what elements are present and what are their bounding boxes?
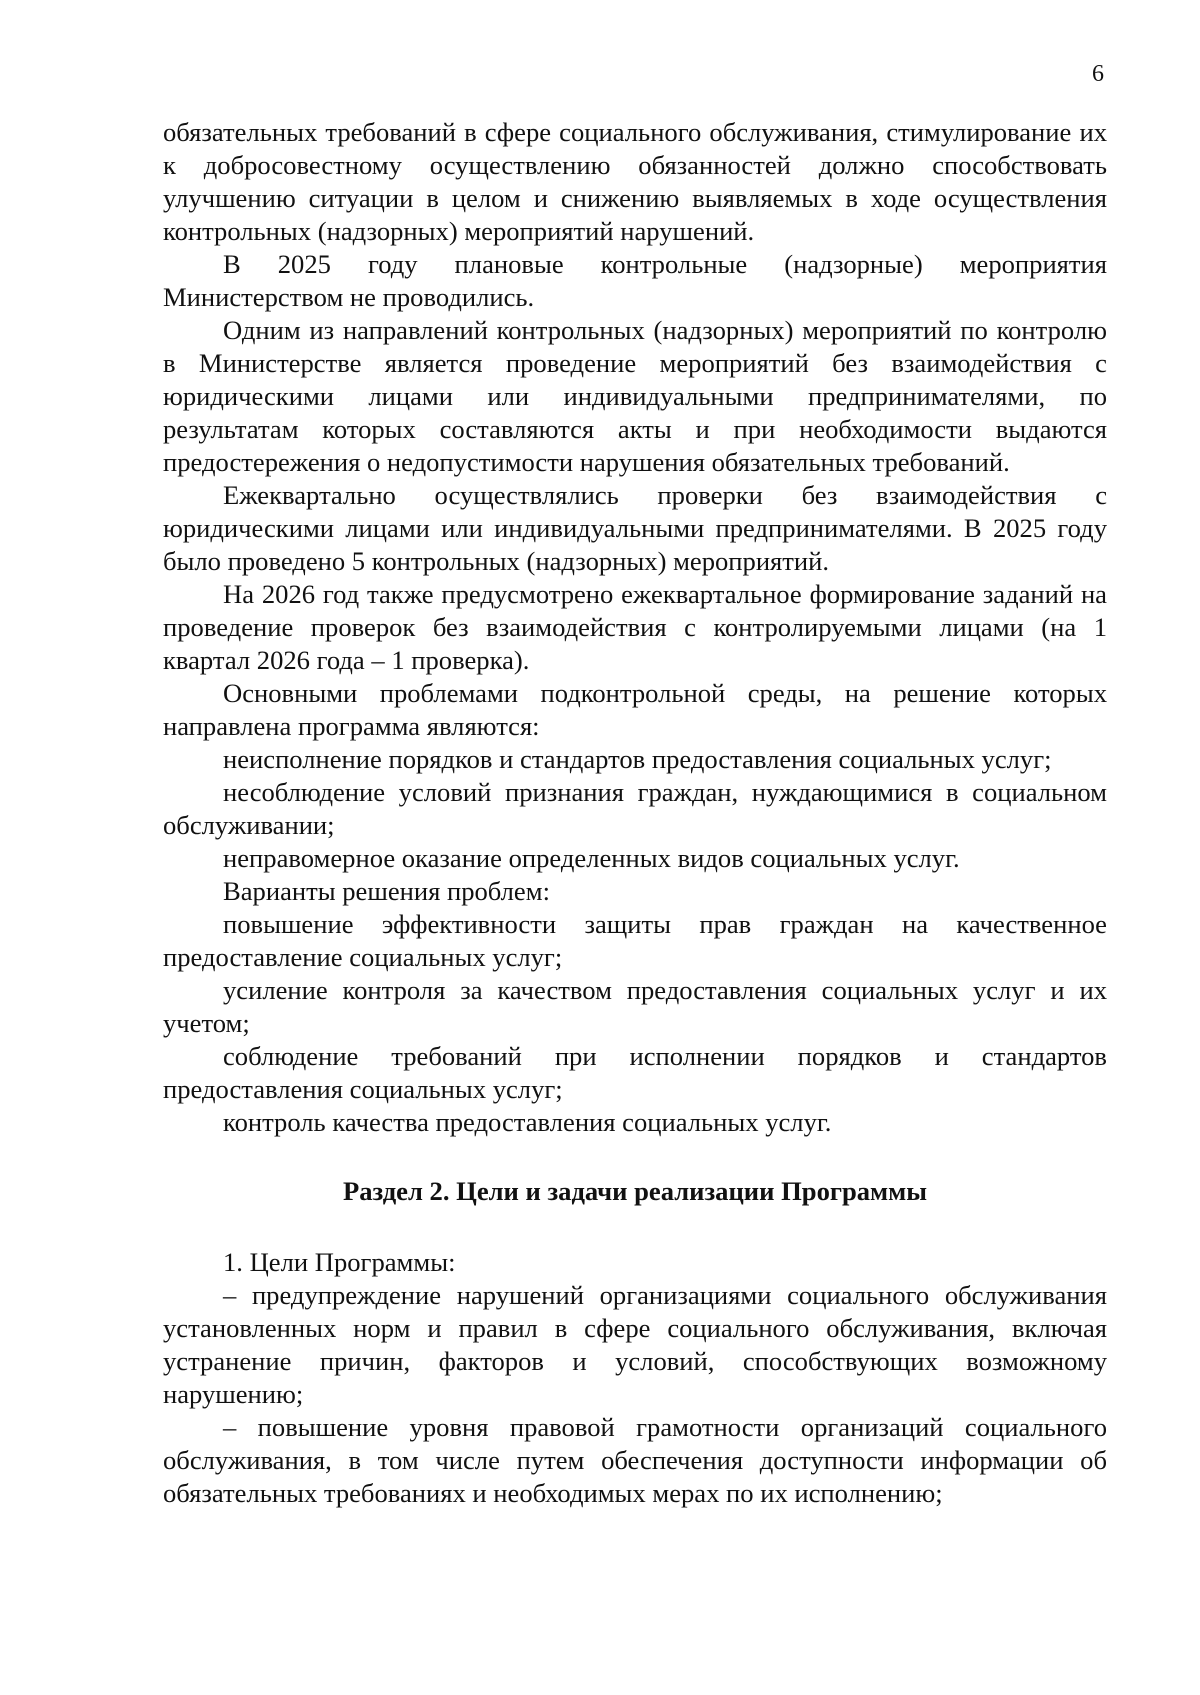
problem-item: неправомерное оказание определенных видов социальных услуг. xyxy=(223,843,960,873)
solution-item: контроль качества предоставления социальных услуг. xyxy=(223,1107,832,1137)
problem-item: несоблюдение условий признания граждан, нуждающимися в социальном обслуживании; xyxy=(163,777,1107,840)
paragraph: Основными проблемами подконтрольной среды, на решение которых направлена программа являются: xyxy=(163,678,1107,741)
problem-item: неисполнение порядков и стандартов предоставления социальных услуг; xyxy=(223,744,1052,774)
section-heading: Раздел 2. Цели и задачи реализации Программы xyxy=(342,1176,928,1206)
paragraph: обязательных требований в сфере социального обслуживания, стимулирование их к добросовестному осуществлению обязанностей должно способствовать улучшению ситуации в целом и снижению выявляемых в ходе осуществления контрольных (надзорных) мероприятий нарушений. xyxy=(163,117,1107,246)
paragraph: Ежеквартально осуществлялись проверки без взаимодействия с юридическими лицами или индивидуальными предпринимателями. В 2025 году было проведено 5 контрольных (надзорных) мероприятий. xyxy=(163,480,1107,576)
paragraph: В 2025 году плановые контрольные (надзорные) мероприятия Министерством не проводились. xyxy=(163,249,1107,312)
paragraph: На 2026 год также предусмотрено ежеквартальное формирование заданий на проведение проверок без взаимодействия с контролируемыми лицами (на 1 квартал 2026 года – 1 проверка). xyxy=(163,579,1107,675)
goal-item: – предупреждение нарушений организациями социального обслуживания установленных норм и правил в сфере социального обслуживания, включая устранение причин, факторов и условий, способствующих возможному нарушению; xyxy=(163,1280,1107,1409)
solution-item: повышение эффективности защиты прав граждан на качественное предоставление социальных услуг; xyxy=(163,909,1107,972)
solution-item: соблюдение требований при исполнении порядков и стандартов предоставления социальных услуг; xyxy=(163,1041,1107,1104)
solution-item: усиление контроля за качеством предоставления социальных услуг и их учетом; xyxy=(163,975,1107,1038)
goals-title: 1. Цели Программы: xyxy=(223,1247,456,1277)
document-body xyxy=(163,116,1107,1510)
paragraph: Одним из направлений контрольных (надзорных) мероприятий по контролю в Министерстве является проведение мероприятий без взаимодействия с юридическими лицами или индивидуальными предпринимателями, по результатам которых составляются акты и при необходимости выдаются предостережения о недопустимости нарушения обязательных требований. xyxy=(163,315,1107,477)
goal-item: – повышение уровня правовой грамотности организаций социального обслуживания, в том числе путем обеспечения доступности информации об обязательных требованиях и необходимых мерах по их исполнению; xyxy=(163,1412,1107,1508)
paragraph: Варианты решения проблем: xyxy=(223,876,550,906)
page-number: 6 xyxy=(1092,61,1104,87)
